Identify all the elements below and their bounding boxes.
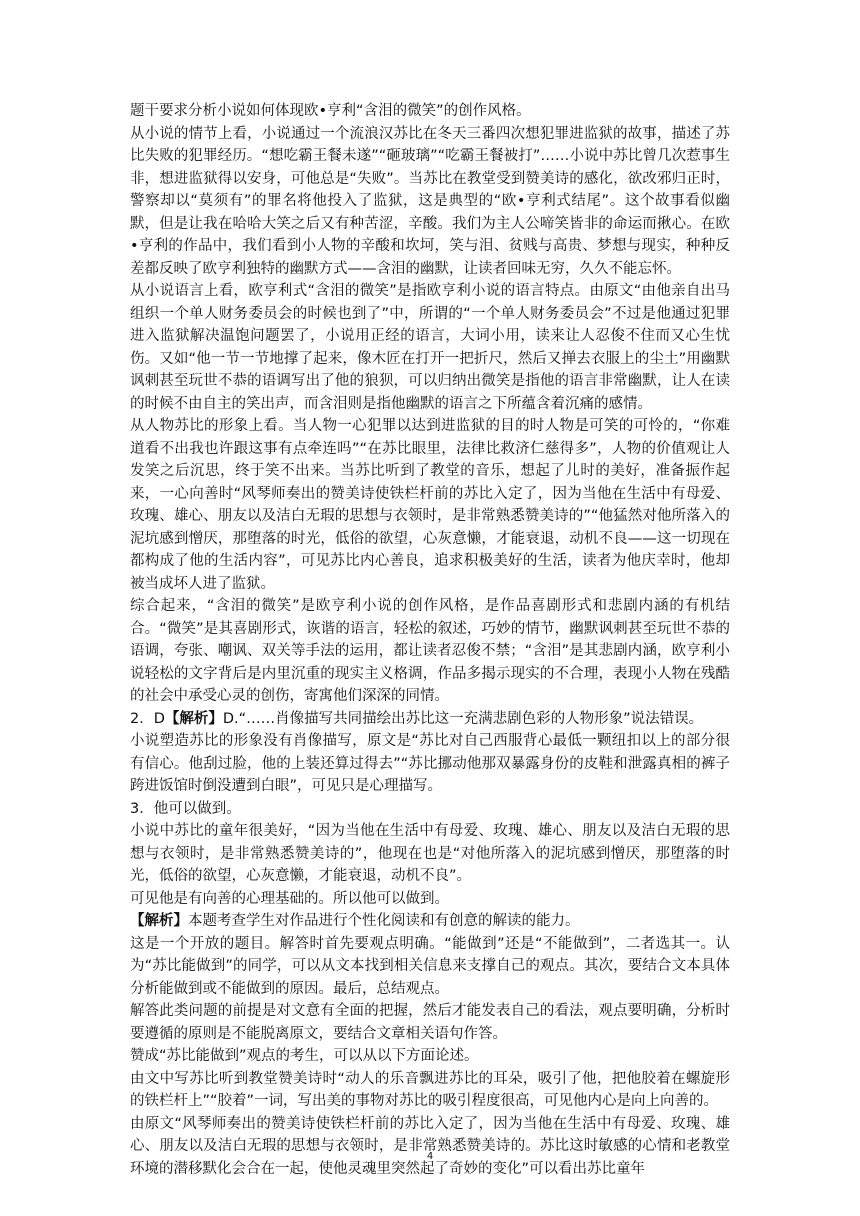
analysis-3-tag: 【解析】 [130, 913, 188, 929]
paragraph-portrait: 小说塑造苏比的形象没有肖像描写，原文是“苏比对自己西服背心最低一颗纽扣以上的部分很有信心。他刮过脸，他的上装还算过得去”“苏比挪动他那双暴露身份的皮鞋和泄露真相的裤子跨进饭馆时倒没遭到白眼”，可见只是心理描写。 [130, 733, 730, 794]
paragraph-organist: 由原文“风琴师奏出的赞美诗使铁栏杆前的苏比入定了，因为当他在生活中有母爱、玫瑰、雄心、朋友以及洁白无瑕的思想与衣领时，是非常熟悉赞美诗的。苏比这时敏感的心情和老教堂环境的潜移默化会合在一起，使他灵魂里突然起了奇妙的变化”可以看出苏比童年 [130, 1115, 730, 1177]
paragraph-language: 从小说语言上看，欧亨利式“含泪的微笑”是指欧亨利小说的语言特点。由原文“由他亲自出马组织一个单人财务委员会的时候也到了”中，所谓的“一个单人财务委员会”不过是他通过犯罪进入监狱解决温饱问题罢了，小说用正经的语言，大词小用，读来让人忍俊不住而又心生忧伤。又如“他一节一节地撑了起来，像木匠在打开一把折尺，然后又掸去衣服上的尘土”用幽默讽刺甚至玩世不恭的语调写出了他的狼狈，可以归纳出微笑是指他的语言非常幽默，让人在读的时候不由自主的笑出声，而含泪则是指他幽默的语言之下所蕴含着沉痛的感情。 [130, 283, 730, 412]
analysis-3 [130, 910, 730, 933]
answer-2 [130, 708, 730, 731]
document-body [130, 100, 730, 1180]
paragraph-plot: 从小说的情节上看，小说通过一个流浪汉苏比在冬天三番四次想犯罪进监狱的故事，描述了苏比失败的犯罪经历。“想吃霸王餐未遂”“砸玻璃”“吃霸王餐被打”……小说中苏比曾几次惹事生非，想进监狱得以安身，可他总是“失败”。当苏比在教堂受到赞美诗的感化，欲改邪归正时，警察却以“莫须有”的罪名将他投入了监狱，这是典型的“欧•亨利式结尾”。这个故事看似幽默，但是让我在哈哈大笑之后又有种苦涩，辛酸。我们为主人公啼笑皆非的命运而揪心。在欧•亨利的作品中，我们看到小人物的辛酸和坎坷，笑与泪、贫贱与高贵、梦想与现实，种种反差都反映了欧亨利独特的幽默方式——含泪的幽默，让读者回味无穷，久久不能忘怀。 [130, 125, 730, 277]
answer-3-heading: 3．他可以做到。 [130, 800, 241, 817]
paragraph-character: 从人物苏比的形象上看。当人物一心犯罪以达到进监狱的目的时人物是可笑的可怜的，“你难道看不出我也许跟这事有点牵连吗”“在苏比眼里，法律比救济仁慈得多”，人物的价值观让人发笑之后沉思，终于笑不出来。当苏比听到了教堂的音乐，想起了儿时的美好，准备振作起来，一心向善时“风琴师奏出的赞美诗使铁栏杆前的苏比入定了，因为当他在生活中有母爱、玫瑰、雄心、朋友以及洁白无瑕的思想与衣领时，是非常熟悉赞美诗的”“他猛然对他所落入的泥坑感到憎厌，那堕落的时光，低俗的欲望，心灰意懒，才能衰退，动机不良——这一切现在都构成了他的生活内容”，可见苏比内心善良，追求积极美好的生活，读者为他庆幸时，他却被当成坏人进了监狱。 [130, 418, 730, 592]
answer-2-prefix: 2．D [130, 710, 165, 727]
paragraph-intro: 题干要求分析小说如何体现欧•亨利“含泪的微笑”的创作风格。 [130, 103, 531, 119]
paragraph-open-question: 这是一个开放的题目。解答时首先要观点明确。“能做到”还是“不能做到”，二者选其一。认为“苏比能做到”的同学，可以从文本找到相关信息来支撑自己的观点。其次，要结合文本具体分析能做到或不能做到的原因。最后，总结观点。 [130, 935, 730, 997]
paragraph-hymn: 由文中写苏比听到教堂赞美诗时“动人的乐音飘进苏比的耳朵，吸引了他，把他胶着在螺旋形的铁栏杆上”“胶着”一词，写出美的事物对苏比的吸引程度很高，可见他内心是向上向善的。 [130, 1070, 730, 1109]
paragraph-conclusion: 可见他是有向善的心理基础的。所以他可以做到。 [130, 890, 449, 907]
analysis-3-text: 本题考查学生对作品进行个性化阅读和有创意的解读的能力。 [188, 913, 580, 929]
paragraph-support: 赞成“苏比能做到”观点的考生，可以从以下方面论述。 [130, 1048, 479, 1064]
paragraph-childhood: 小说中苏比的童年很美好，“因为当他在生活中有母爱、玫瑰、雄心、朋友以及洁白无瑕的思想与衣领时，是非常熟悉赞美诗的”，他现在也是“对他所落入的泥坑感到憎厌，那堕落的时光，低俗的欲望，心灰意懒，才能衰退，动机不良”。 [130, 823, 730, 884]
answer-2-tag: 【解析】 [164, 710, 223, 727]
page-number: 4 [426, 1151, 434, 1162]
answer-2-text: D.“……肖像描写共同描绘出苏比这一充满悲剧色彩的人物形象”说法错误。 [222, 710, 704, 727]
paragraph-premise: 解答此类问题的前提是对文意有全面的把握，然后才能发表自己的看法，观点要明确，分析时要遵循的原则是不能脱离原文，要结合文章相关语句作答。 [130, 1003, 730, 1042]
paragraph-summary: 综合起来，“含泪的微笑”是欧亨利小说的创作风格，是作品喜剧形式和悲剧内涵的有机结合。“微笑”是其喜剧形式，诙谐的语言，轻松的叙述，巧妙的情节，幽默讽刺甚至玩世不恭的语调，夸张、嘲讽、双关等手法的运用，都让读者忍俊不禁；“含泪”是其悲剧内涵，欧亨利小说轻松的文字背后是内里沉重的现实主义格调，作品多揭示现实的不合理，表现小人物在残酷的社会中承受心灵的创伤，寄寓他们深深的同情。 [130, 598, 730, 704]
